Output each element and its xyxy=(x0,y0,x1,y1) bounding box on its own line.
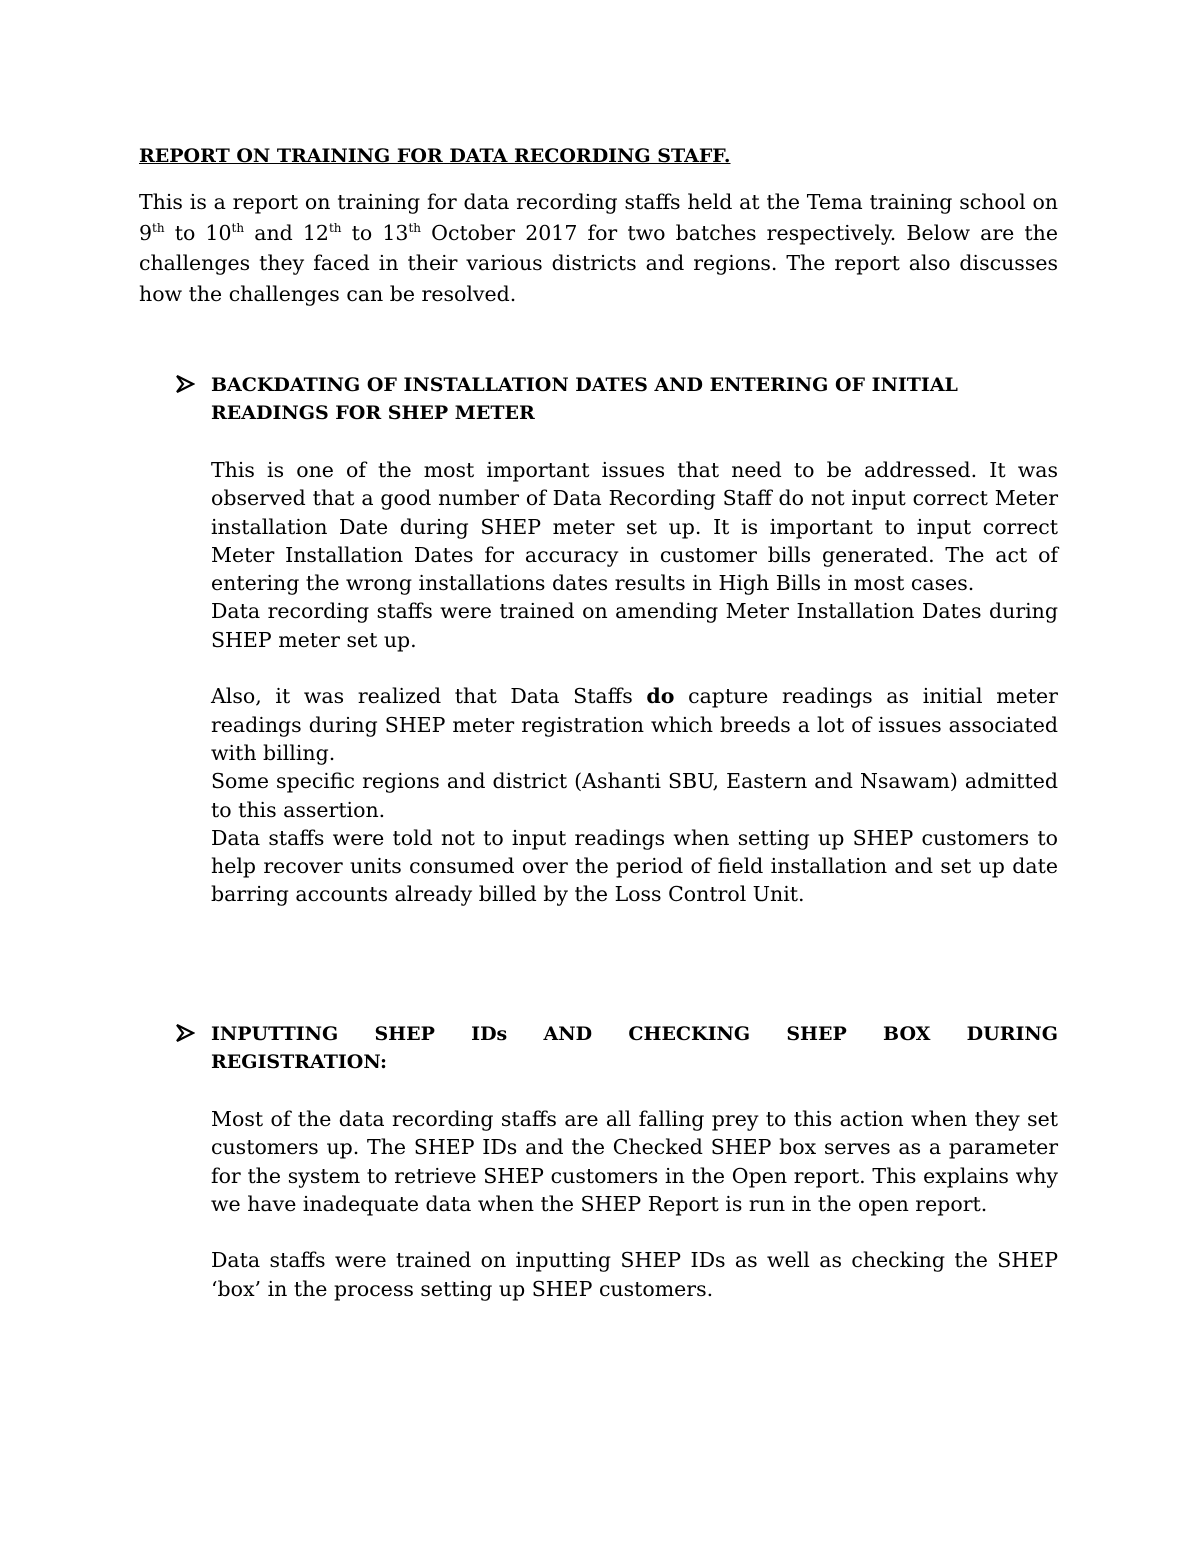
section-1-heading-line-2: READINGS FOR SHEP METER xyxy=(211,402,535,424)
section-2-heading-text xyxy=(211,1020,1058,1076)
intro-text-1: This is a report on training for data recording staffs held at the Tema training school on 9 xyxy=(139,190,1058,245)
intro-text-4: to 13 xyxy=(341,220,409,245)
intro-sup-4: th xyxy=(408,220,422,235)
section-2-body xyxy=(211,1105,1058,1303)
intro-text-2: to 10 xyxy=(164,220,232,245)
section-1-paragraph-4: Some specific regions and district (Ashanti SBU, Eastern and Nsawam) admitted to this assertion. xyxy=(211,769,1058,822)
section-1-paragraph-3 xyxy=(211,682,1058,767)
intro-sup-2: th xyxy=(231,220,245,235)
section-1-paragraph-3-text-b: capture readings as initial meter readings during SHEP meter registration which breeds a lot of issues associated with billing. xyxy=(211,684,1058,765)
section-1-paragraph-5: Data staffs were told not to input readings when setting up SHEP customers to help recover units consumed over the period of field installation and set up date barring accounts already billed by the Loss Control Unit. xyxy=(211,825,1058,907)
section-1-heading-line-1: BACKDATING OF INSTALLATION DATES AND ENTERING OF INITIAL xyxy=(211,374,958,396)
report-title: REPORT ON TRAINING FOR DATA RECORDING STAFF. xyxy=(139,145,731,167)
section-1-heading-text xyxy=(211,371,1058,427)
intro-text-3: and 12 xyxy=(244,220,329,245)
arrowhead-bullet-icon xyxy=(175,1023,195,1043)
section-2-heading-line-1: INPUTTING SHEP IDs AND CHECKING SHEP BOX DURING xyxy=(211,1023,1058,1045)
section-1-paragraph-3-bold: do xyxy=(646,684,675,709)
intro-text-5: October 2017 for two batches respectively. Below are the challenges they faced in their various districts and regions. The report also discusses how the challenges can be resolved. xyxy=(139,220,1059,306)
section-1-paragraph-3-text-a: Also, it was realized that Data Staffs xyxy=(211,684,647,709)
arrowhead-bullet-icon xyxy=(175,374,195,394)
section-1-body xyxy=(211,456,1058,909)
paragraph-gap xyxy=(211,1218,1058,1246)
section-2-paragraph-1: Most of the data recording staffs are all falling prey to this action when they set customers up. The SHEP IDs and the Checked SHEP box serves as a parameter for the system to retrieve SHEP customers in the Open report. This explains why we have inadequate data when the SHEP Report is run in the open report. xyxy=(211,1107,1058,1216)
intro-sup-1: th xyxy=(152,220,165,235)
section-1-paragraph-1: This is one of the most important issues that need to be addressed. It was observed that a good number of Data Recording Staff do not input correct Meter installation Date during SHEP meter set up. It is important to input correct Meter Installation Dates for accuracy in customer bills generated. The act of entering the wrong installations dates results in High Bills in most cases. xyxy=(211,458,1058,596)
intro-sup-3: th xyxy=(328,220,342,235)
section-2-heading-line-2: REGISTRATION: xyxy=(211,1051,388,1073)
section-2-paragraph-2: Data staffs were trained on inputting SHEP IDs as well as checking the SHEP ‘box’ in the process setting up SHEP customers. xyxy=(211,1248,1058,1301)
section-1-paragraph-2: Data recording staffs were trained on amending Meter Installation Dates during SHEP meter set up. xyxy=(211,599,1058,652)
intro-paragraph xyxy=(139,187,1058,309)
paragraph-gap xyxy=(211,654,1058,682)
